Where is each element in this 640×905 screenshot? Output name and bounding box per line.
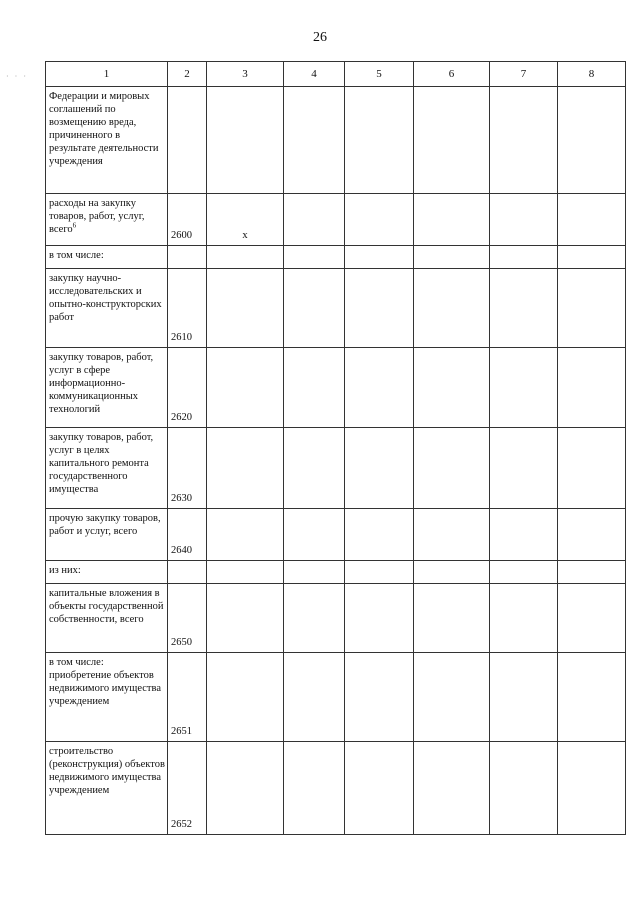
column-header: 5 — [345, 62, 414, 87]
row-code — [168, 87, 207, 194]
cell-col3 — [207, 653, 284, 742]
row-code: 2651 — [168, 653, 207, 742]
row-code: 2620 — [168, 348, 207, 428]
cell-col3 — [207, 246, 284, 269]
financial-table — [45, 61, 626, 835]
footnote-mark: 6 — [72, 221, 77, 230]
row-label: прочую закупку товаров, работ и услуг, всего — [46, 509, 168, 561]
row-label: расходы на закупку товаров, работ, услуг, всего$^6$ — [46, 194, 168, 246]
table-row — [46, 584, 626, 653]
table-row — [46, 653, 626, 742]
table-row — [46, 742, 626, 835]
table-row — [46, 87, 626, 194]
row-label: закупку научно-исследовательских и опытно-конструкторских работ — [46, 269, 168, 348]
table-row — [46, 246, 626, 269]
row-label: в том числе: — [46, 246, 168, 269]
row-code: 2652 — [168, 742, 207, 835]
table-row — [46, 428, 626, 509]
row-code: 2600 — [168, 194, 207, 246]
column-header: 1 — [46, 62, 168, 87]
column-header: 4 — [284, 62, 345, 87]
row-label: в том числе: приобретение объектов недвижимого имущества учреждением — [46, 653, 168, 742]
column-header: 6 — [414, 62, 490, 87]
cell-col3 — [207, 584, 284, 653]
column-header: 7 — [490, 62, 558, 87]
table-row — [46, 509, 626, 561]
page-number: 26 — [313, 30, 327, 45]
row-label: Федерации и мировых соглашений по возмещению вреда, причиненного в результате деятельности учреждения — [46, 87, 168, 194]
row-label: закупку товаров, работ, услуг в целях капитального ремонта государственного имущества — [46, 428, 168, 509]
table-row — [46, 269, 626, 348]
table-header-row — [46, 62, 626, 87]
row-code: 2630 — [168, 428, 207, 509]
cell-col3 — [207, 87, 284, 194]
row-code: 2610 — [168, 269, 207, 348]
cell-col3 — [207, 561, 284, 584]
cell-col3 — [207, 509, 284, 561]
column-header: 2 — [168, 62, 207, 87]
table-row — [46, 194, 626, 246]
row-label: строительство (реконструкция) объектов недвижимого имущества учреждением — [46, 742, 168, 835]
row-label: капитальные вложения в объекты государственной собственности, всего — [46, 584, 168, 653]
column-header: 8 — [558, 62, 626, 87]
row-code — [168, 246, 207, 269]
row-label: из них: — [46, 561, 168, 584]
cell-col3 — [207, 428, 284, 509]
cell-col3 — [207, 348, 284, 428]
table-row — [46, 348, 626, 428]
cell-col3 — [207, 742, 284, 835]
cell-col3: х — [207, 194, 284, 246]
column-header: 3 — [207, 62, 284, 87]
cell-col3 — [207, 269, 284, 348]
row-code: 2640 — [168, 509, 207, 561]
table-row — [46, 561, 626, 584]
margin-mark: · · · — [6, 72, 28, 81]
row-label: закупку товаров, работ, услуг в сфере информационно-коммуникационных технологий — [46, 348, 168, 428]
row-code: 2650 — [168, 584, 207, 653]
row-code — [168, 561, 207, 584]
